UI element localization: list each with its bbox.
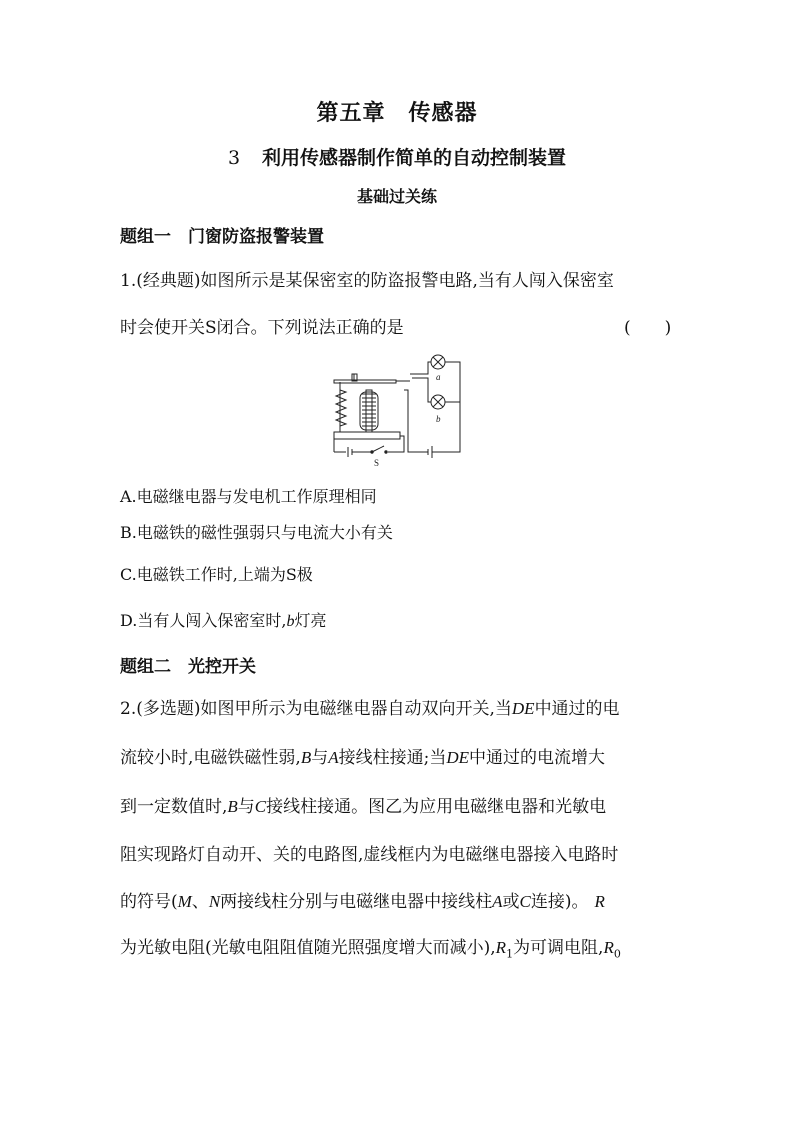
q2-line-3: 到一定数值时,B与C接线柱接通。图乙为应用电磁继电器和光敏电	[120, 797, 607, 817]
spring	[336, 390, 346, 426]
q1-option-d-end: 灯亮	[294, 611, 327, 630]
q1-option-d-text: D.当有人闯入保密室时,	[120, 611, 287, 630]
switch-s	[372, 446, 384, 452]
q1-line-2: 时会使开关S闭合。下列说法正确的是	[120, 318, 404, 338]
group-1-title: 题组一 门窗防盗报警装置	[120, 227, 324, 247]
section-title-text: 利用传感器制作简单的自动控制装置	[262, 147, 567, 169]
section-number: 3	[227, 147, 241, 169]
relay-base	[334, 432, 400, 439]
q2-line-1: 2.(多选题)如图甲所示为电磁继电器自动双向开关,当DE中通过的电	[120, 699, 620, 719]
label-b: b	[436, 414, 441, 424]
group-2-title: 题组二 光控开关	[120, 657, 256, 677]
q1-option-b: B.电磁铁的磁性强弱只与电流大小有关	[120, 523, 393, 542]
answer-parentheses: ( )	[624, 318, 672, 338]
exercise-subtitle: 基础过关练	[356, 187, 437, 206]
alarm-circuit-figure	[328, 350, 468, 468]
label-a: a	[436, 372, 441, 382]
q2-line-5: 的符号(M、N两接线柱分别与电磁继电器中接线柱A或C连接)。 R	[120, 892, 605, 912]
q2-line-4: 阻实现路灯自动开、关的电路图,虚线框内为电磁继电器接入电路时	[120, 845, 619, 865]
q1-line-1: 1.(经典题)如图所示是某保密室的防盗报警电路,当有人闯入保密室	[120, 271, 614, 291]
armature	[334, 380, 396, 383]
q2-line-6: 为光敏电阻(光敏电阻阻值随光照强度增大而减小)$,R_1$为可调电阻$,R_0$	[120, 938, 621, 961]
magnet-coil	[362, 394, 376, 426]
label-s: S	[374, 458, 380, 468]
q1-option-d-var: b	[286, 613, 295, 630]
q2-line-2: 流较小时,电磁铁磁性弱,B与A接线柱接通;当DE中通过的电流增大	[120, 748, 605, 768]
chapter-title: 第五章 传感器	[316, 100, 478, 126]
q1-option-c: C.电磁铁工作时,上端为S极	[120, 565, 313, 584]
q1-option-a: A.电磁继电器与发电机工作原理相同	[120, 487, 377, 506]
q1-option-d	[120, 608, 326, 631]
section-title	[0, 143, 794, 170]
